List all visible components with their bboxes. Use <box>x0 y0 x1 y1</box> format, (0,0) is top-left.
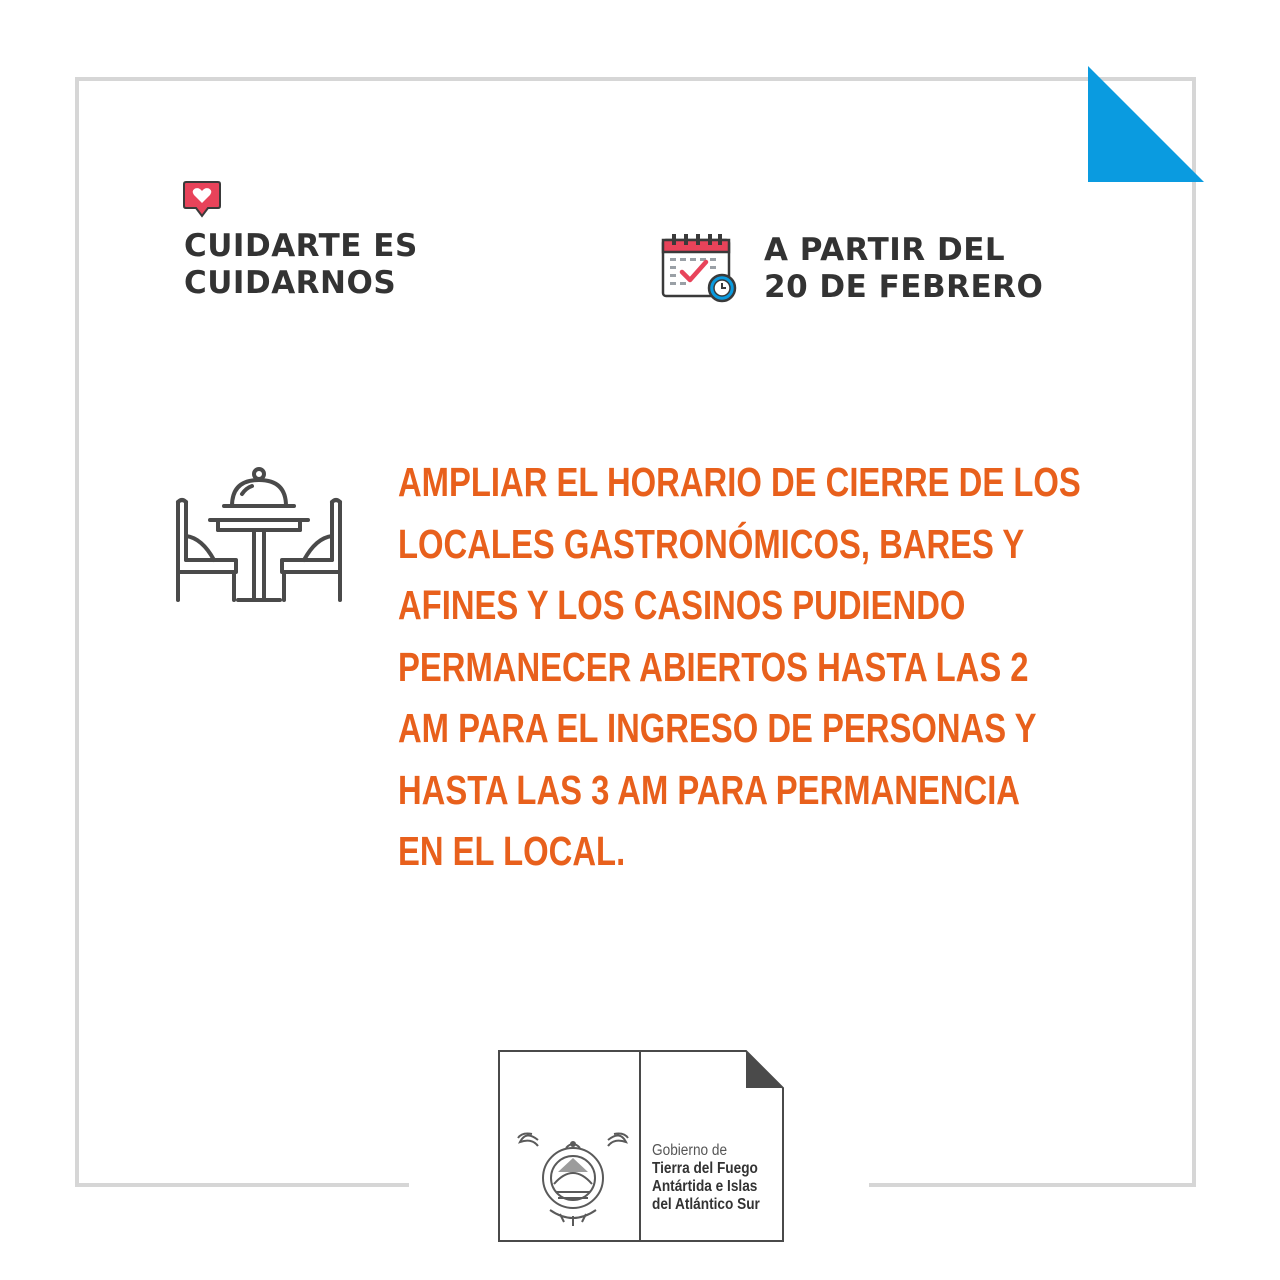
date-line-2: 20 DE FEBRERO <box>764 269 1044 305</box>
announcement-text <box>398 452 1081 883</box>
calendar-check-icon <box>660 232 740 304</box>
heart-chat-icon <box>182 180 222 220</box>
start-date <box>764 232 1094 306</box>
frame-bottom-right <box>869 1183 1196 1187</box>
announcement-line: LOCALES GASTRONÓMICOS, BARES Y <box>398 520 1025 567</box>
frame-top <box>75 77 1196 81</box>
gov-line-3: Antártida e Islas <box>652 1178 758 1195</box>
corner-triangle <box>1088 66 1204 182</box>
blue-triangle-shape <box>1088 66 1204 182</box>
announcement-line: PERMANECER ABIERTOS HASTA LAS 2 <box>398 643 1029 690</box>
announcement-line: HASTA LAS 3 AM PARA PERMANENCIA <box>398 766 1020 813</box>
government-name <box>652 1142 766 1214</box>
slogan-line-1: CUIDARTE ES <box>184 228 418 264</box>
announcement-line: AMPLIAR EL HORARIO DE CIERRE DE LOS <box>398 459 1081 505</box>
frame-bottom-left <box>75 1183 409 1187</box>
frame-left <box>75 77 79 1187</box>
restaurant-table-icon <box>172 464 346 608</box>
gov-line-4: del Atlántico Sur <box>652 1196 760 1213</box>
gov-line-1: Gobierno de <box>652 1142 728 1159</box>
slogan-line-2: CUIDARNOS <box>184 265 397 301</box>
announcement-line: AFINES Y LOS CASINOS PUDIENDO <box>398 582 966 628</box>
announcement-line: AM PARA EL INGRESO DE PERSONAS Y <box>398 705 1037 751</box>
announcement-line: EN EL LOCAL. <box>398 828 626 874</box>
gov-line-2: Tierra del Fuego <box>652 1160 758 1177</box>
slogan <box>184 228 504 302</box>
date-line-1: A PARTIR DEL <box>764 232 1006 268</box>
frame-right <box>1192 77 1196 1187</box>
